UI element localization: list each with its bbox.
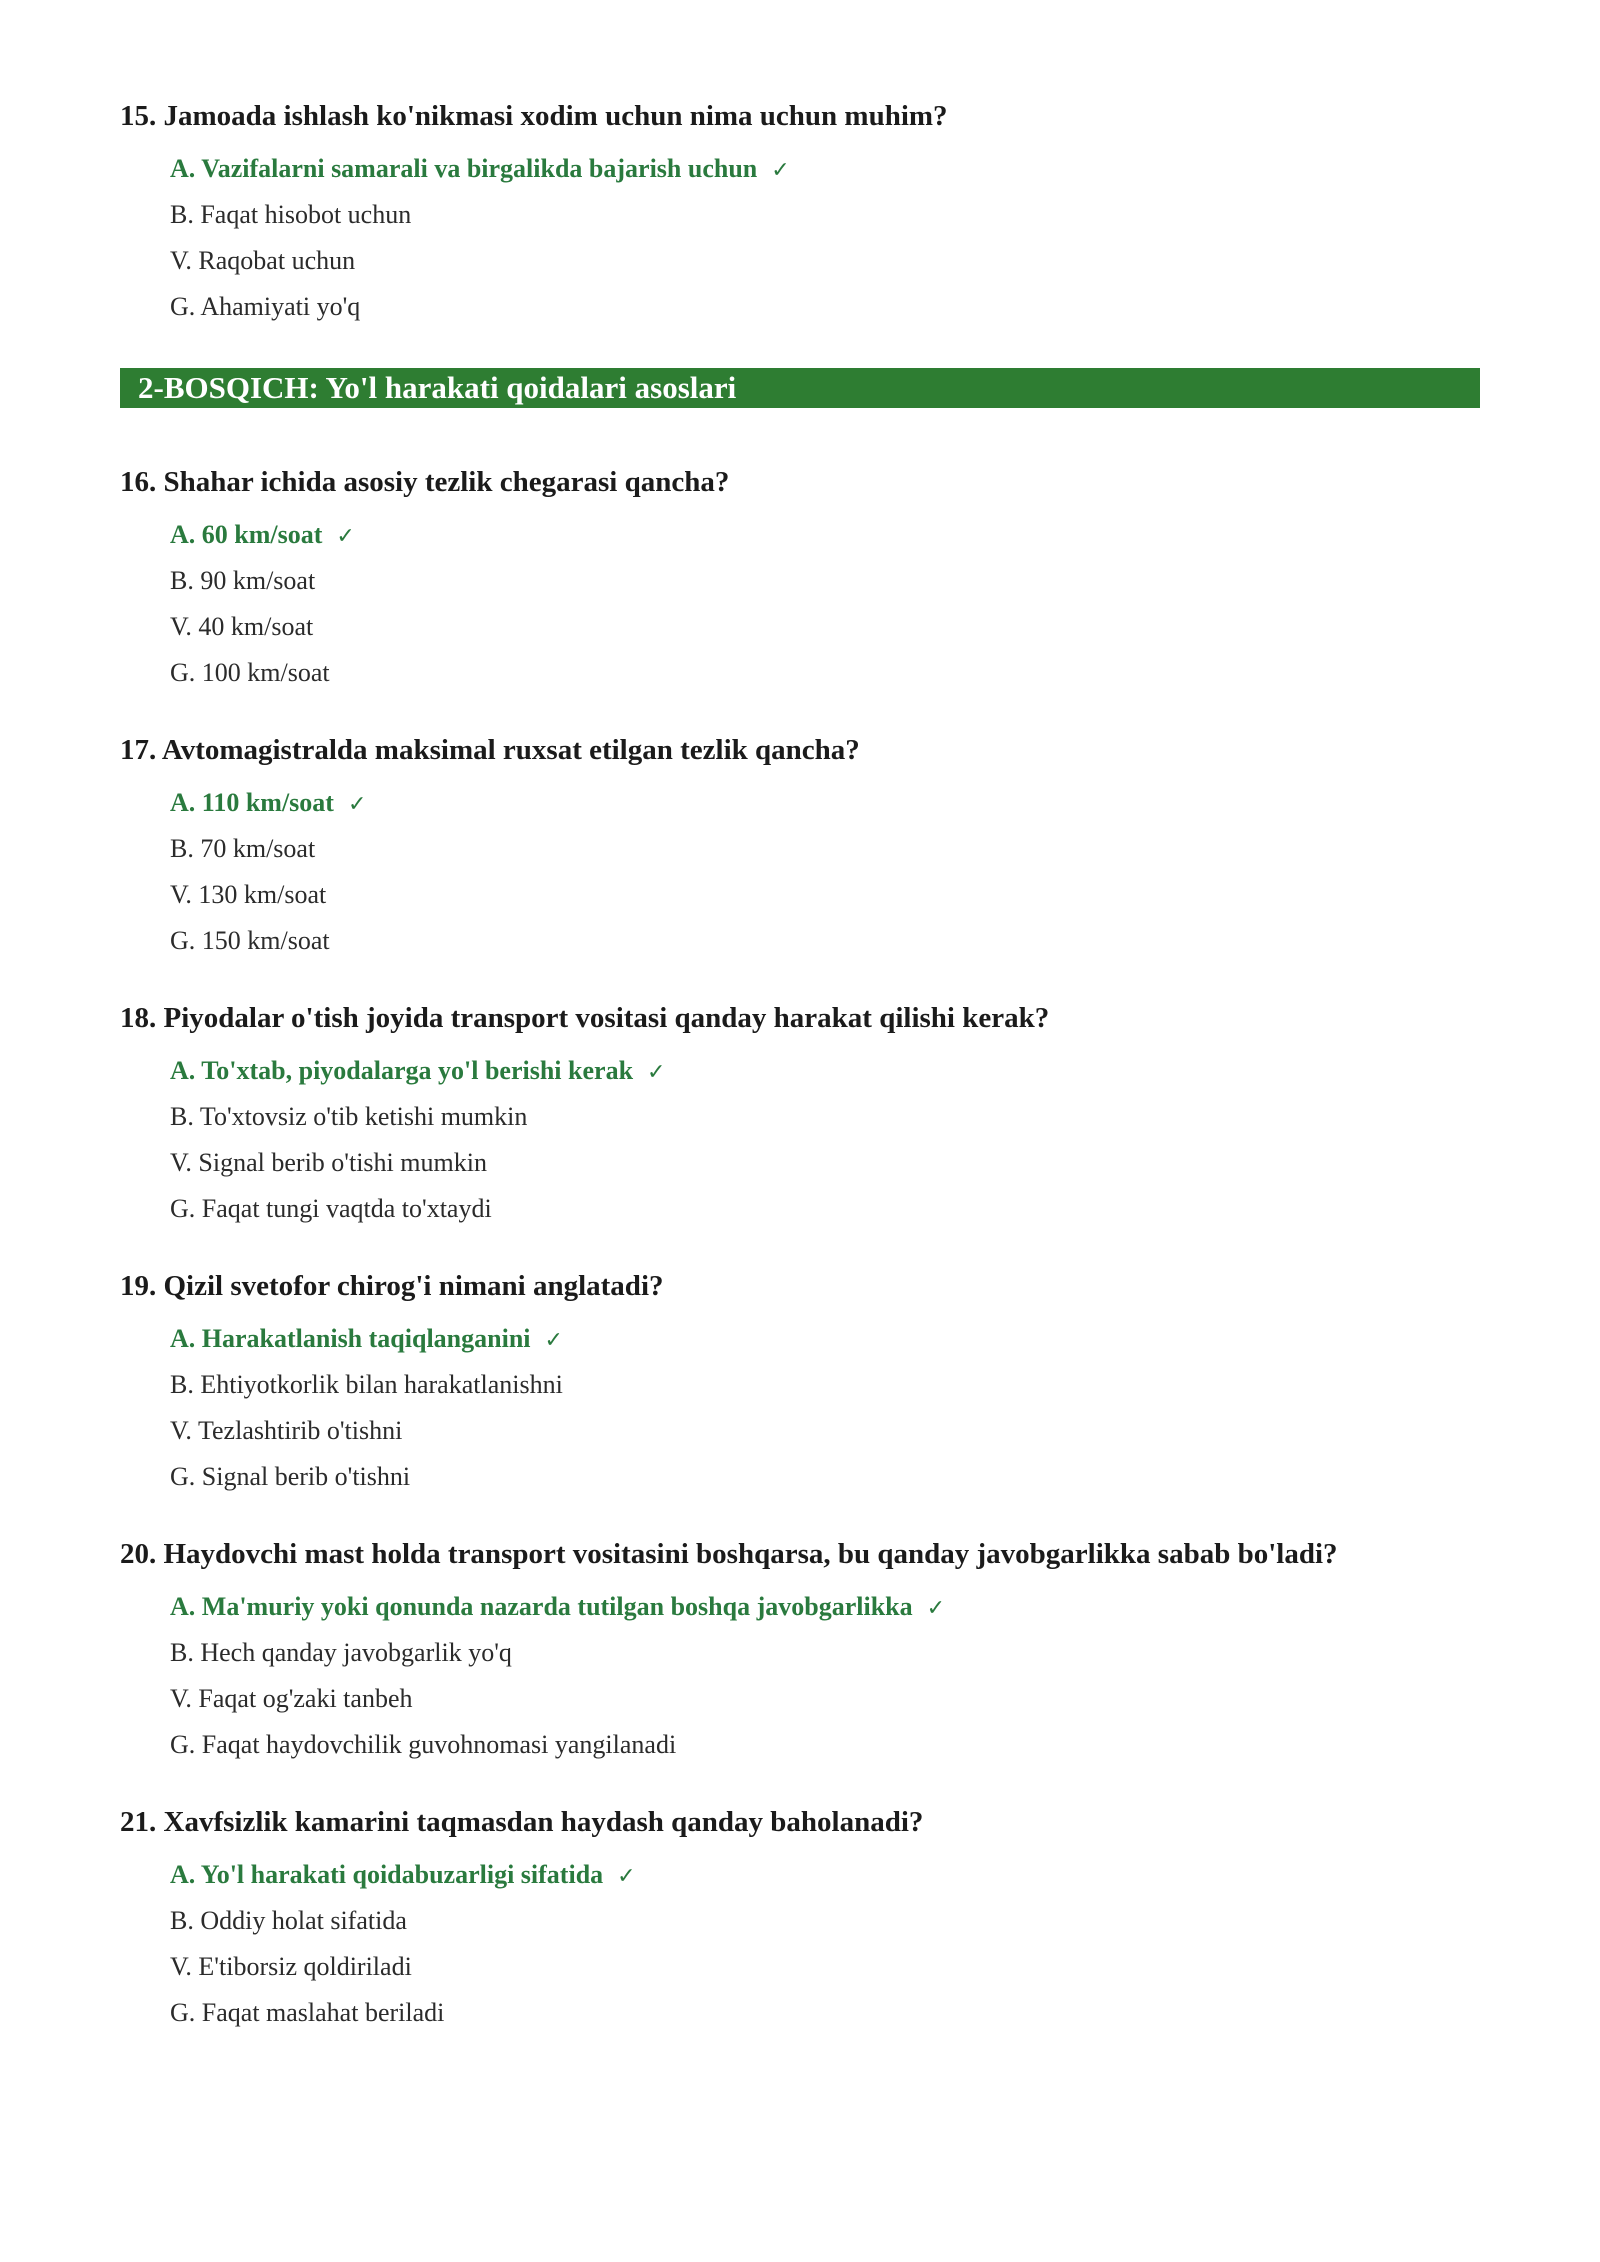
option[interactable]: [170, 1094, 1480, 1140]
option[interactable]: [170, 872, 1480, 918]
question-block-19: [120, 1266, 1480, 1500]
option-label: V. E'tiborsiz qoldiriladi: [170, 1952, 412, 1981]
quiz-page: [120, 96, 1480, 2036]
option[interactable]: [170, 284, 1480, 330]
checkmark-icon: ✓: [347, 792, 367, 817]
option-label: A. Ma'muriy yoki qonunda nazarda tutilgan boshqa javobgarlikka: [170, 1592, 913, 1621]
option[interactable]: [170, 1722, 1480, 1768]
question-text: 19. Qizil svetofor chirog'i nimani anglatadi?: [120, 1270, 664, 1302]
option[interactable]: [170, 826, 1480, 872]
option-correct[interactable]: [170, 780, 1480, 826]
option[interactable]: [170, 918, 1480, 964]
option-label: A. 60 km/soat: [170, 520, 323, 549]
option[interactable]: [170, 1408, 1480, 1454]
option[interactable]: [170, 604, 1480, 650]
option-label: V. 130 km/soat: [170, 880, 327, 909]
option-label: B. Oddiy holat sifatida: [170, 1906, 407, 1935]
question-block-17: [120, 730, 1480, 964]
checkmark-icon: ✓: [617, 1864, 636, 1889]
option-label: G. 150 km/soat: [170, 926, 330, 955]
options-list: [120, 146, 1480, 330]
question-block-20: [120, 1534, 1480, 1768]
checkmark-icon: ✓: [544, 1328, 563, 1353]
option-label: V. Signal berib o'tishi mumkin: [170, 1148, 487, 1177]
options-list: [120, 1048, 1480, 1232]
option[interactable]: [170, 1676, 1480, 1722]
option-label: A. Yo'l harakati qoidabuzarligi sifatida: [170, 1860, 604, 1889]
checkmark-icon: ✓: [647, 1060, 666, 1085]
option-label: B. 70 km/soat: [170, 834, 316, 863]
question-text: 21. Xavfsizlik kamarini taqmasdan haydash qanday baholanadi?: [120, 1806, 924, 1838]
option[interactable]: [170, 650, 1480, 696]
option[interactable]: [170, 1944, 1480, 1990]
checkmark-icon: ✓: [771, 158, 790, 183]
option-label: G. Faqat tungi vaqtda to'xtaydi: [170, 1194, 492, 1223]
options-list: [120, 1316, 1480, 1500]
option-label: G. Ahamiyati yo'q: [170, 292, 361, 321]
option-label: B. 90 km/soat: [170, 566, 316, 595]
option-correct[interactable]: [170, 1852, 1480, 1898]
option-label: V. Raqobat uchun: [170, 246, 356, 275]
option[interactable]: [170, 238, 1480, 284]
question-block-16: [120, 462, 1480, 696]
question-text: 16. Shahar ichida asosiy tezlik chegarasi qancha?: [120, 466, 730, 498]
question-text: 18. Piyodalar o'tish joyida transport vositasi qanday harakat qilishi kerak?: [120, 1002, 1050, 1034]
option-correct[interactable]: [170, 1048, 1480, 1094]
option-correct[interactable]: [170, 1584, 1480, 1630]
option-label: G. Faqat haydovchilik guvohnomasi yangilanadi: [170, 1730, 677, 1759]
options-list: [120, 780, 1480, 964]
option[interactable]: [170, 558, 1480, 604]
option-label: A. 110 km/soat: [170, 788, 334, 817]
section-banner: 2-BOSQICH: Yo'l harakati qoidalari asoslari: [120, 368, 1480, 408]
options-list: [120, 1852, 1480, 2036]
option[interactable]: [170, 1140, 1480, 1186]
option-label: G. Faqat maslahat beriladi: [170, 1998, 445, 2027]
option[interactable]: [170, 1454, 1480, 1500]
option-correct[interactable]: [170, 146, 1480, 192]
option-correct[interactable]: [170, 512, 1480, 558]
option-label: V. 40 km/soat: [170, 612, 314, 641]
option-label: B. Ehtiyotkorlik bilan harakatlanishni: [170, 1370, 563, 1399]
option-label: B. Hech qanday javobgarlik yo'q: [170, 1638, 512, 1667]
options-list: [120, 1584, 1480, 1768]
question-text: 17. Avtomagistralda maksimal ruxsat etilgan tezlik qancha?: [120, 734, 860, 766]
option-label: B. To'xtovsiz o'tib ketishi mumkin: [170, 1102, 528, 1131]
option-label: A. To'xtab, piyodalarga yo'l berishi kerak: [170, 1056, 634, 1085]
option-label: G. Signal berib o'tishni: [170, 1462, 411, 1491]
question-text: 20. Haydovchi mast holda transport vositasini boshqarsa, bu qanday javobgarlikka sabab bo'ladi?: [120, 1538, 1338, 1570]
option-label: B. Faqat hisobot uchun: [170, 200, 412, 229]
option-label: V. Tezlashtirib o'tishni: [170, 1416, 403, 1445]
option-correct[interactable]: [170, 1316, 1480, 1362]
question-block-18: [120, 998, 1480, 1232]
option[interactable]: [170, 1362, 1480, 1408]
option-label: A. Vazifalarni samarali va birgalikda bajarish uchun: [170, 154, 758, 183]
option-label: A. Harakatlanish taqiqlanganini: [170, 1324, 531, 1353]
option[interactable]: [170, 1630, 1480, 1676]
checkmark-icon: ✓: [336, 524, 355, 549]
checkmark-icon: ✓: [926, 1596, 946, 1621]
option[interactable]: [170, 1186, 1480, 1232]
option-label: G. 100 km/soat: [170, 658, 330, 687]
option[interactable]: [170, 1898, 1480, 1944]
question-text: 15. Jamoada ishlash ko'nikmasi xodim uchun nima uchun muhim?: [120, 100, 948, 132]
question-block-15: [120, 96, 1480, 330]
question-block-21: [120, 1802, 1480, 2036]
options-list: [120, 512, 1480, 696]
option-label: V. Faqat og'zaki tanbeh: [170, 1684, 413, 1713]
option[interactable]: [170, 1990, 1480, 2036]
option[interactable]: [170, 192, 1480, 238]
